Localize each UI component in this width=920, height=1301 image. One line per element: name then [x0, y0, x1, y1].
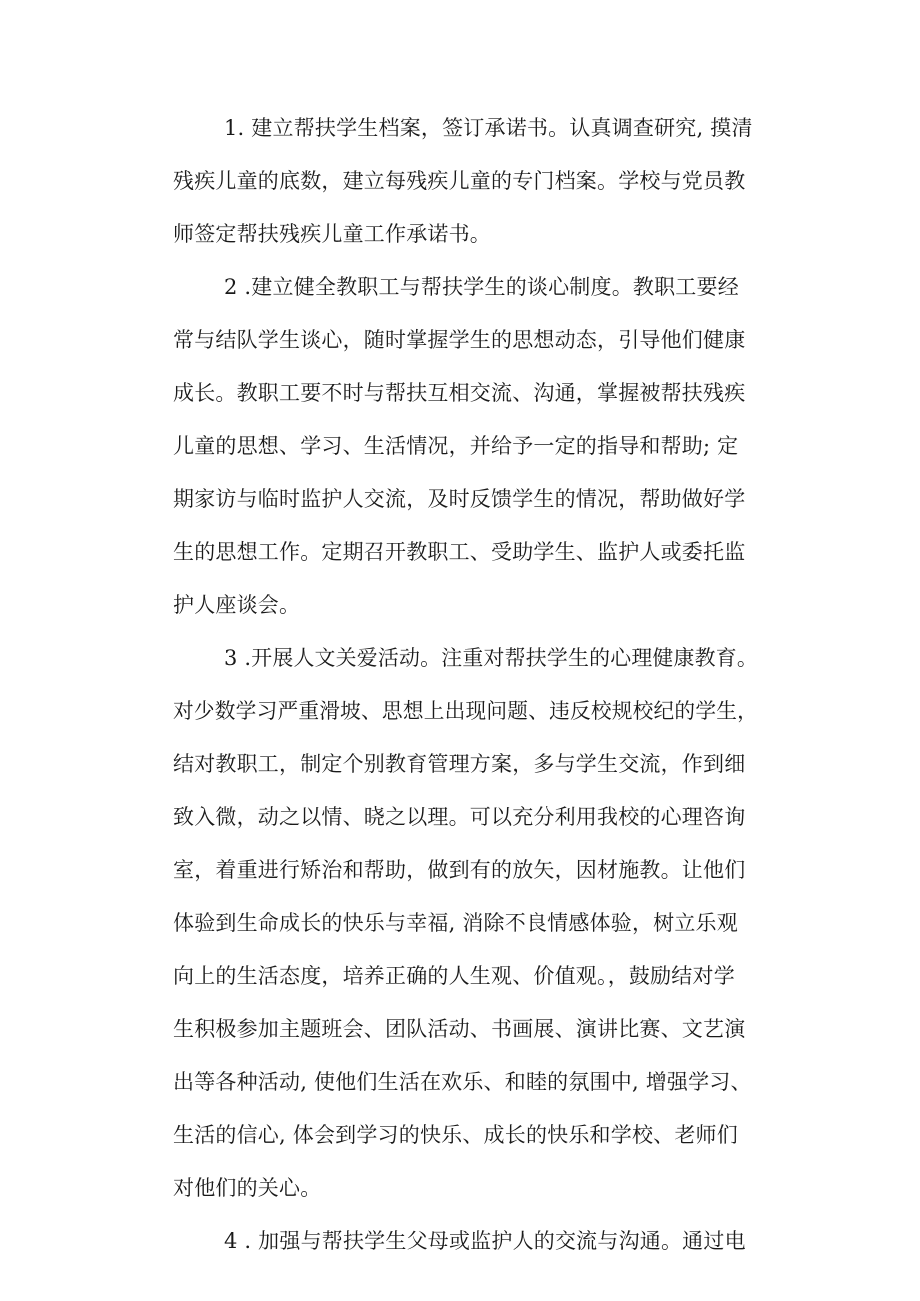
text-line: 常与结队学生谈心，随时掌握学生的思想动态，引导他们健康: [173, 328, 746, 352]
text-line: 生的思想工作。定期召开教职工、受助学生、监护人或委托监: [173, 540, 746, 564]
paragraph-2-line-5: [0, 477, 920, 521]
paragraph-3-line-3: [0, 742, 920, 786]
paragraph-3-line-8: [0, 1007, 920, 1051]
text-line: 向上的生活态度，培养正确的人生观、价值观。，鼓励结对学: [173, 964, 735, 988]
paragraph-2-line-1: [0, 265, 920, 309]
paragraph-3-line-5: [0, 848, 920, 892]
text-line: 4 . 加强与帮扶学生父母或监护人的交流与沟通。通过电: [224, 1229, 746, 1253]
text-line: 残疾儿童的底数，建立每残疾儿童的专门档案。学校与党员教: [173, 169, 746, 193]
text-line: 结对教职工，制定个别教育管理方案，多与学生交流，作到细: [173, 752, 746, 776]
paragraph-2-line-4: [0, 424, 920, 468]
text-line: 生活的信心, 体会到学习的快乐、成长的快乐和学校、老师们: [173, 1123, 738, 1147]
paragraph-2-line-2: [0, 318, 920, 362]
text-line: 2 .建立健全教职工与帮扶学生的谈心制度。教职工要经: [224, 275, 739, 299]
paragraph-3-line-4: [0, 795, 920, 839]
text-line: 1. 建立帮扶学生档案，签订承诺书。认真调查研究, 摸清: [224, 116, 753, 140]
text-line: 室，着重进行矫治和帮助，做到有的放矢，因材施教。让他们: [173, 858, 746, 882]
paragraph-3-line-11: [0, 1166, 920, 1210]
paragraph-3-line-1: [0, 636, 920, 680]
paragraph-3-line-9: [0, 1060, 920, 1104]
text-line: 师签定帮扶残疾儿童工作承诺书。: [173, 222, 491, 246]
text-line: 对少数学习严重滑坡、思想上出现问题、违反校规校纪的学生，: [173, 699, 759, 723]
paragraph-2-line-3: [0, 371, 920, 415]
paragraph-3-line-2: [0, 689, 920, 733]
paragraph-4-line-1: [0, 1219, 920, 1263]
text-line: 期家访与临时监护人交流，及时反馈学生的情况，帮助做好学: [173, 487, 746, 511]
text-line: 体验到生命成长的快乐与幸福, 消除不良情感体验，树立乐观: [173, 911, 738, 935]
text-line: 生积极参加主题班会、团队活动、书画展、演讲比赛、文艺演: [173, 1017, 746, 1041]
text-line: 护人座谈会。: [173, 593, 301, 617]
text-line: 成长。教职工要不时与帮扶互相交流、沟通，掌握被帮扶残疾: [173, 381, 746, 405]
paragraph-3-line-10: [0, 1113, 920, 1157]
text-line: 致入微，动之以情、晓之以理。可以充分利用我校的心理咨询: [173, 805, 746, 829]
paragraph-2-line-6: [0, 530, 920, 574]
paragraph-2-line-7: [0, 583, 920, 627]
text-line: 3 .开展人文关爱活动。注重对帮扶学生的心理健康教育。: [224, 646, 759, 670]
paragraph-3-line-7: [0, 954, 920, 998]
paragraph-1-line-2: [0, 159, 920, 203]
paragraph-1-line-3: [0, 212, 920, 256]
paragraph-3-line-6: [0, 901, 920, 945]
paragraph-1-line-1: [0, 106, 920, 150]
text-line: 出等各种活动, 使他们生活在欢乐、和睦的氛围中, 增强学习、: [173, 1070, 752, 1094]
text-line: 儿童的思想、学习、生活情况，并给予一定的指导和帮助; 定: [173, 434, 739, 458]
text-line: 对他们的关心。: [173, 1176, 322, 1200]
